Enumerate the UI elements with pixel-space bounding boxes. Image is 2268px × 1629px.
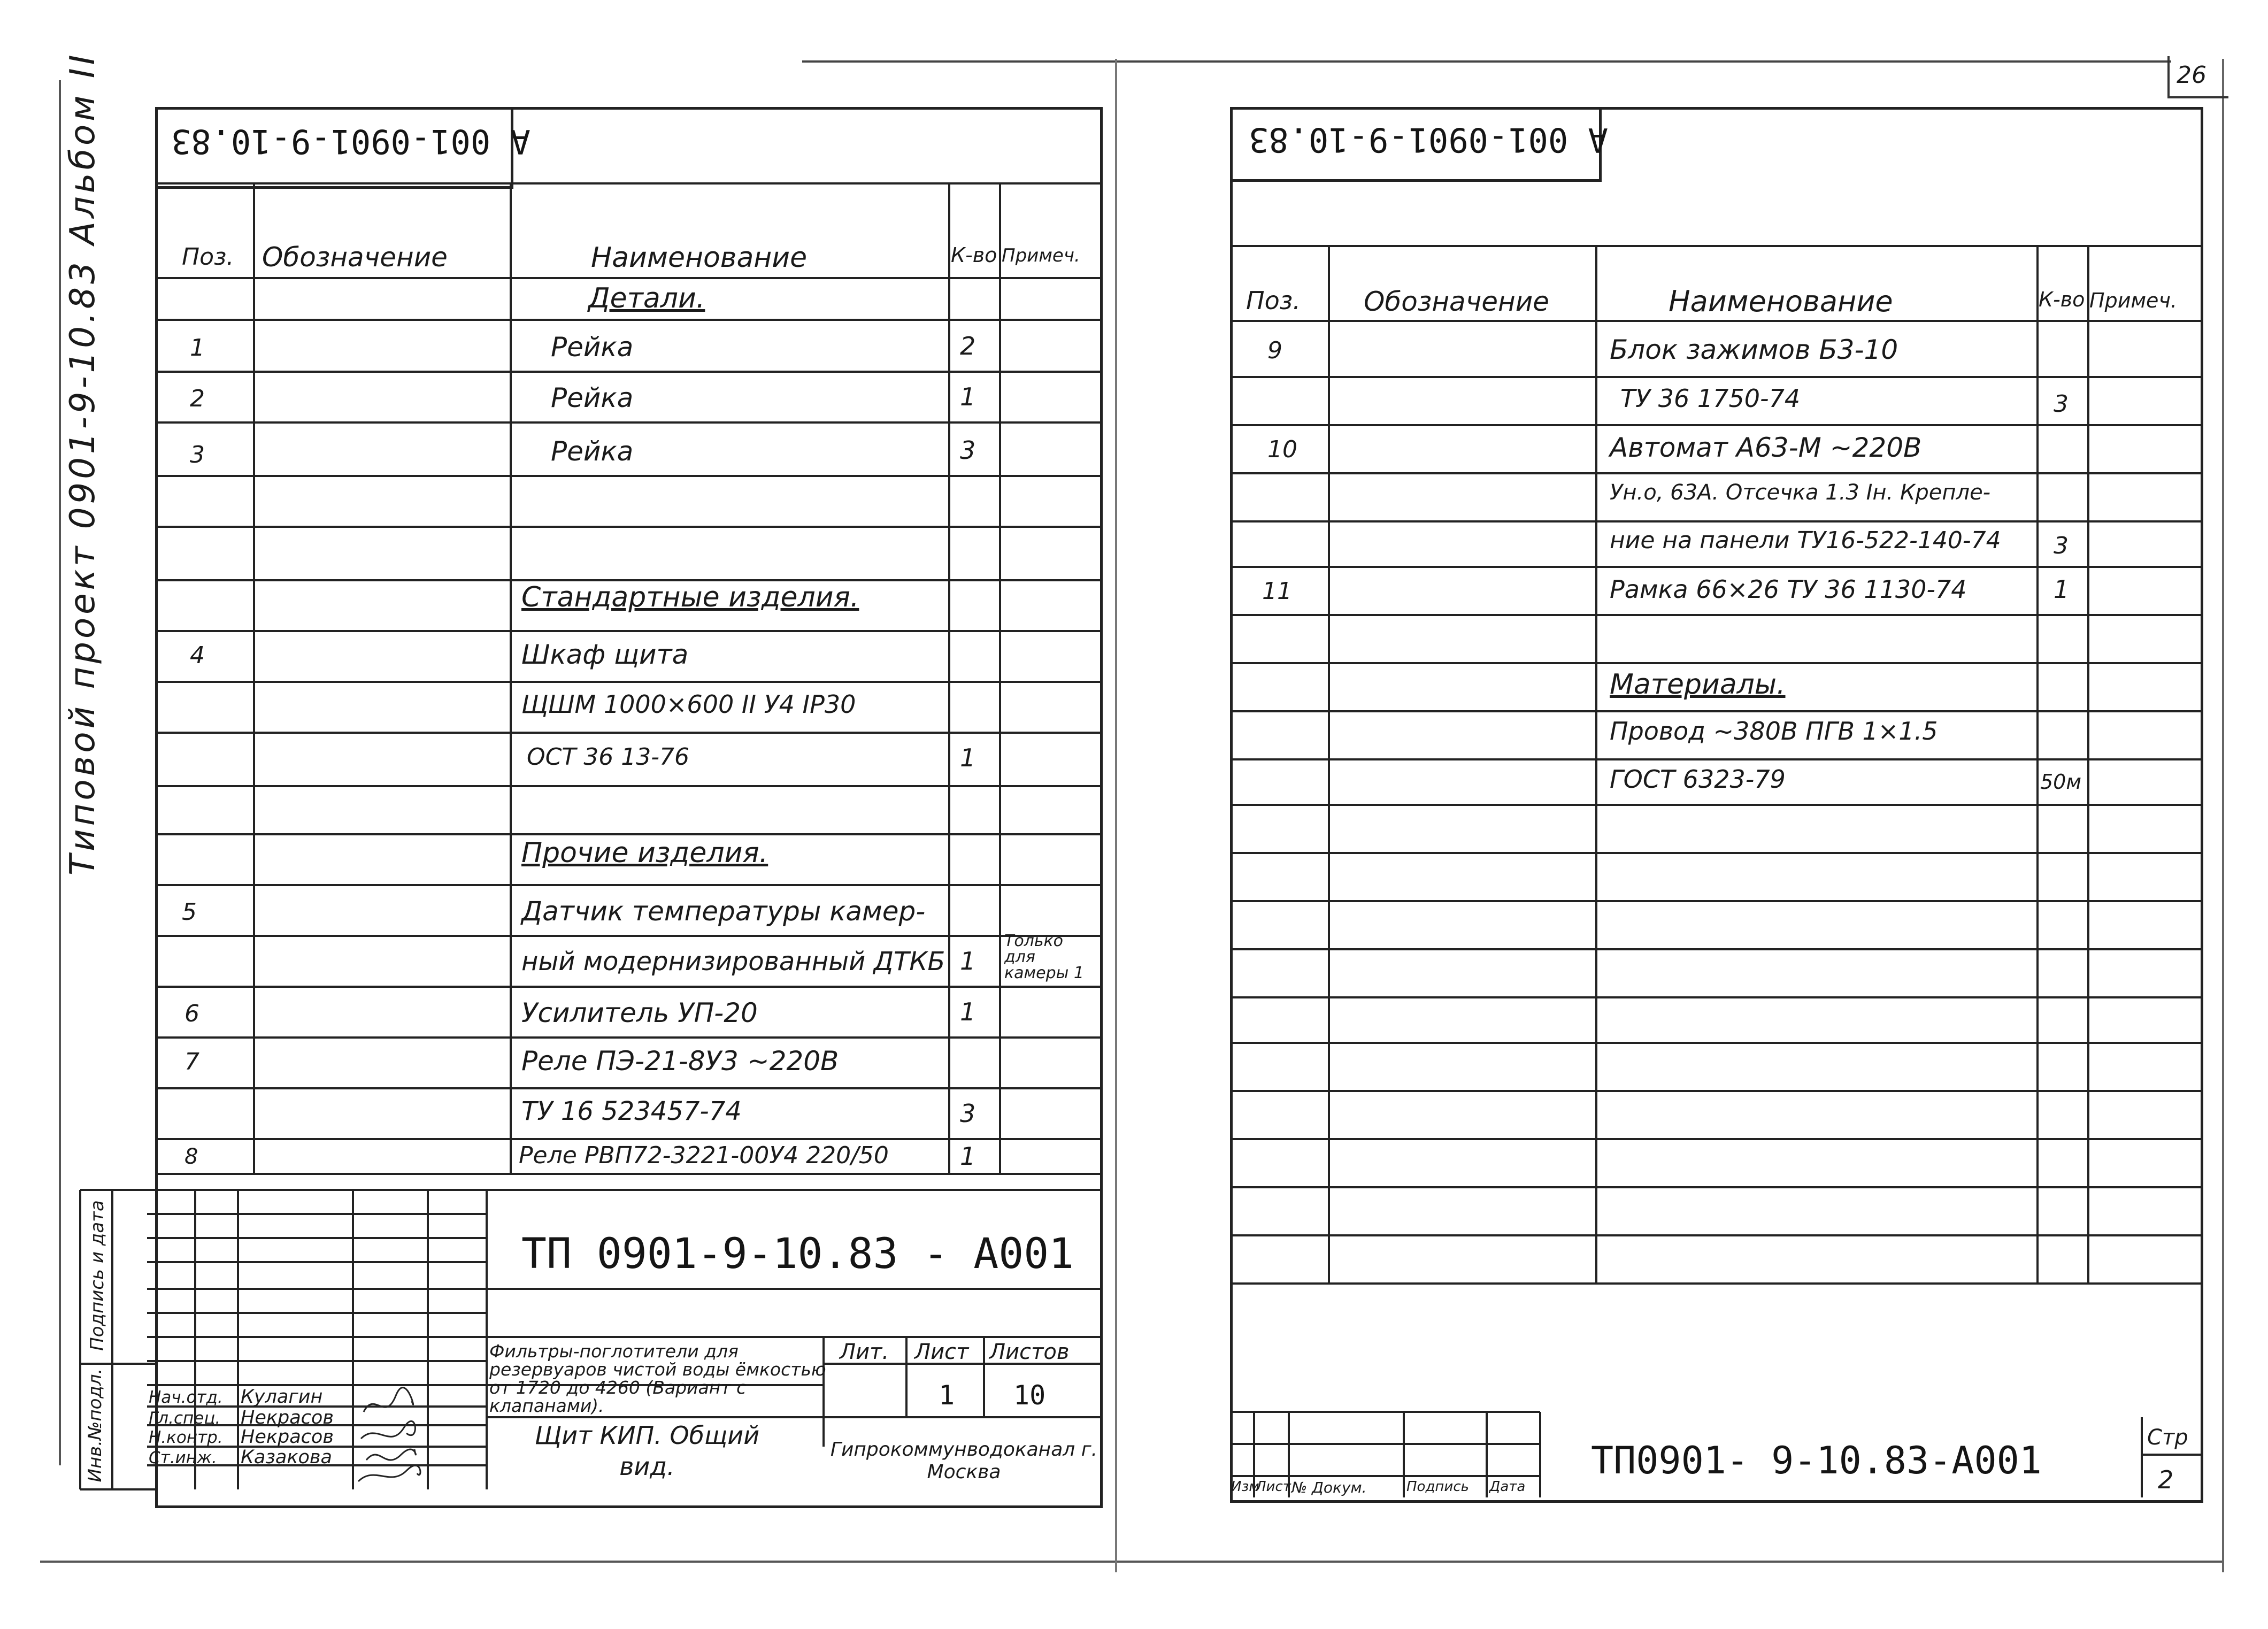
left-row-5b-qty: 1 bbox=[960, 947, 976, 975]
left-header-designation: Обозначение bbox=[262, 242, 448, 273]
left-row-5-pos: 5 bbox=[182, 898, 197, 926]
right-header-name: Наименование bbox=[1669, 285, 1893, 318]
left-row-4-name: Шкаф щита bbox=[521, 639, 689, 670]
left-title-organization: Гипрокоммунводоканал г. Москва bbox=[830, 1439, 1098, 1483]
right-row-section-materials: Материалы. bbox=[1610, 668, 1786, 701]
right-tb-label-date: Дата bbox=[1489, 1479, 1526, 1495]
left-row-5b-note: Только для камеры 1 bbox=[1004, 932, 1084, 982]
project-vertical-caption: Типовой проект 0901-9-10.83 Альбом II bbox=[63, 51, 103, 875]
left-signer-4-role: Ст.инж. bbox=[149, 1448, 217, 1467]
left-title-sheets-label: Листов bbox=[989, 1340, 1070, 1364]
right-tb-label-dokum: № Докум. bbox=[1291, 1479, 1367, 1496]
left-doc-code-flipped: A 001-0901-9-10.83 bbox=[171, 122, 531, 161]
left-row-2-qty: 1 bbox=[960, 382, 976, 411]
left-title-description: Фильтры-поглотители для резервуаров чистой воды ёмкостью от 1720 до 4260 (Вариант с клапанами). bbox=[489, 1341, 826, 1416]
left-row-8-name: Реле РВП72-3221-00У4 220/50 bbox=[519, 1142, 889, 1169]
left-row-8-qty: 1 bbox=[960, 1142, 976, 1171]
right-row-9b-qty: 3 bbox=[2054, 390, 2069, 418]
left-header-pos: Поз. bbox=[182, 243, 234, 271]
left-vertical-label-inventory: Инв.№подл. bbox=[84, 1368, 106, 1482]
left-row-4c-name: ОСТ 36 13-76 bbox=[527, 743, 690, 771]
right-header-pos: Поз. bbox=[1246, 286, 1301, 315]
left-title-drawing-title: Щит КИП. Общий вид. bbox=[534, 1421, 760, 1481]
right-row-10c-name: ние на панели ТУ16-522-140-74 bbox=[1610, 527, 2001, 554]
left-row-section-standard: Стандартные изделия. bbox=[521, 581, 859, 613]
left-header-note: Примеч. bbox=[1002, 245, 1080, 266]
left-signer-2-name: Некрасов bbox=[241, 1407, 334, 1428]
left-row-7-pos: 7 bbox=[184, 1048, 199, 1075]
right-row-11-pos: 11 bbox=[1262, 578, 1292, 605]
left-signer-3-name: Некрасов bbox=[241, 1426, 334, 1448]
right-row-gost-qty: 50м bbox=[2040, 770, 2082, 794]
left-row-4b-name: ЩШМ 1000×600 II У4 IP30 bbox=[521, 690, 856, 719]
left-title-lit-label: Лит. bbox=[840, 1340, 889, 1364]
right-title-page-value: 2 bbox=[2158, 1465, 2174, 1494]
left-header-name: Наименование bbox=[591, 242, 808, 274]
right-header-qty: К-во bbox=[2039, 288, 2085, 311]
right-row-11-name: Рамка 66×26 ТУ 36 1130-74 bbox=[1610, 575, 1967, 604]
left-row-1-name: Рейка bbox=[551, 332, 634, 363]
right-row-wire-name: Провод ~380В ПГВ 1×1.5 bbox=[1610, 717, 1938, 746]
right-title-doc-code: ТП0901- 9-10.83-А001 bbox=[1591, 1439, 2042, 1482]
right-header-designation: Обозначение bbox=[1364, 286, 1549, 317]
left-header-qty: К-во bbox=[951, 243, 997, 267]
right-row-10-pos: 10 bbox=[1267, 436, 1297, 463]
left-row-3-pos: 3 bbox=[190, 441, 205, 468]
left-vertical-label-signature: Подпись и дата bbox=[87, 1200, 108, 1351]
right-tb-label-list: Лист bbox=[1256, 1479, 1291, 1495]
right-header-note: Примеч. bbox=[2089, 289, 2177, 312]
left-title-doc-code: ТП 0901-9-10.83 - А001 bbox=[521, 1230, 1074, 1278]
right-tb-label-signature: Подпись bbox=[1406, 1479, 1469, 1495]
left-row-5-name: Датчик температуры камер- bbox=[521, 896, 926, 927]
left-title-sheets-value: 10 bbox=[1013, 1380, 1046, 1411]
left-signer-4-name: Казакова bbox=[241, 1447, 332, 1468]
left-row-section-other: Прочие изделия. bbox=[521, 837, 768, 869]
page-number: 26 bbox=[2177, 62, 2207, 89]
right-row-9-name: Блок зажимов Б3-10 bbox=[1610, 334, 1898, 365]
left-row-7b-qty: 3 bbox=[960, 1099, 976, 1128]
right-row-10c-qty: 3 bbox=[2054, 532, 2069, 559]
right-tb-label-izm: Изм bbox=[1231, 1479, 1259, 1495]
right-title-page-label: Стр bbox=[2147, 1425, 2188, 1450]
left-row-1-pos: 1 bbox=[190, 334, 205, 362]
left-row-4-pos: 4 bbox=[190, 642, 205, 669]
left-row-6-name: Усилитель УП-20 bbox=[521, 997, 758, 1028]
left-title-sheet-value: 1 bbox=[939, 1380, 955, 1411]
left-row-2-name: Рейка bbox=[551, 382, 634, 413]
left-row-7-name: Реле ПЭ-21-8У3 ~220В bbox=[521, 1046, 839, 1077]
left-signer-1-role: Нач.отд. bbox=[149, 1388, 223, 1407]
right-row-10b-name: Ун.о, 63А. Отсечка 1.3 Iн. Крепле- bbox=[1610, 480, 1991, 505]
right-row-9-pos: 9 bbox=[1267, 337, 1282, 364]
right-row-9b-name: ТУ 36 1750-74 bbox=[1620, 384, 1801, 413]
right-row-10-name: Автомат А63-М ~220В bbox=[1610, 432, 1922, 463]
left-title-sheet-label: Лист bbox=[914, 1340, 969, 1364]
left-row-5b-name: ный модернизированный ДТКБ bbox=[521, 947, 945, 977]
right-row-gost-name: ГОСТ 6323-79 bbox=[1610, 765, 1786, 794]
right-doc-code-flipped: A 001-0901-9-10.83 bbox=[1249, 120, 1608, 159]
left-row-8-pos: 8 bbox=[184, 1144, 198, 1169]
left-row-6-pos: 6 bbox=[184, 1000, 199, 1027]
left-row-4c-qty: 1 bbox=[960, 743, 976, 772]
left-signer-2-role: Гл.спец. bbox=[149, 1409, 221, 1428]
left-row-6-qty: 1 bbox=[960, 997, 976, 1026]
right-row-11-qty: 1 bbox=[2054, 575, 2070, 604]
left-row-3-qty: 3 bbox=[960, 436, 976, 465]
left-signer-1-name: Кулагин bbox=[241, 1386, 323, 1408]
left-row-7b-name: ТУ 16 523457-74 bbox=[521, 1096, 742, 1126]
left-signer-3-role: Н.контр. bbox=[149, 1428, 223, 1447]
left-row-section-details: Детали. bbox=[588, 282, 705, 314]
left-row-3-name: Рейка bbox=[551, 436, 634, 467]
left-row-1-qty: 2 bbox=[960, 332, 976, 360]
left-row-2-pos: 2 bbox=[190, 385, 205, 412]
